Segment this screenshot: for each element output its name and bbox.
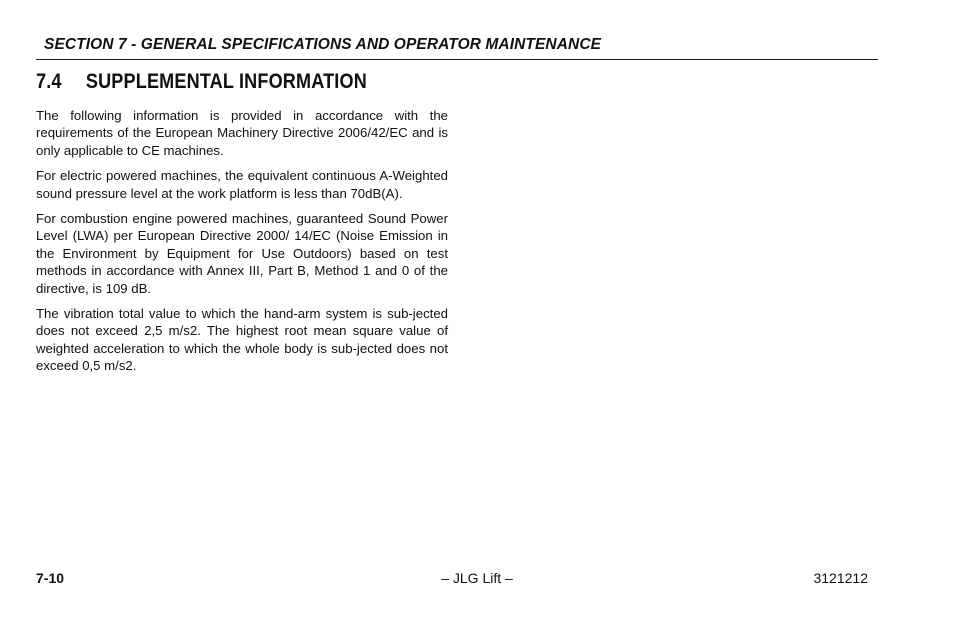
section-number: 7.4 [36,70,62,93]
section-heading [36,70,367,94]
body-text [36,107,448,383]
paragraph-electric-sound-level: For electric powered machines, the equivalent continuous A-Weighted sound pressure level at the work platform is less than 70dB(A). [36,168,448,201]
footer-doc-number: 3121212 [813,570,868,586]
paragraph-vibration: The vibration total value to which the hand-arm system is sub-jected does not exceed 2,5 m/s2. The highest root mean square value of weighted acceleration to which the whole body is sub-jected does not exceed 0,5 m/s2. [36,306,448,374]
paragraph-ce-directive: The following information is provided in accordance with the requirements of the European Machinery Directive 2006/42/EC and is only applicable to CE machines. [36,108,448,158]
footer-center-text: – JLG Lift – [441,570,513,586]
page-header [36,33,878,60]
header-title: SECTION 7 - GENERAL SPECIFICATIONS AND OPERATOR MAINTENANCE [44,36,602,53]
footer-page-number: 7-10 [36,570,65,586]
paragraph-combustion-sound-power: For combustion engine powered machines, guaranteed Sound Power Level (LWA) per European Directive 2000/ 14/EC (Noise Emission in the Environment by Equipment for Use Outdoors) based on test methods in accordance with Annex III, Part B, Method 1 and 0 of the directive, is 109 dB. [36,211,448,296]
section-title: SUPPLEMENTAL INFORMATION [85,70,367,93]
